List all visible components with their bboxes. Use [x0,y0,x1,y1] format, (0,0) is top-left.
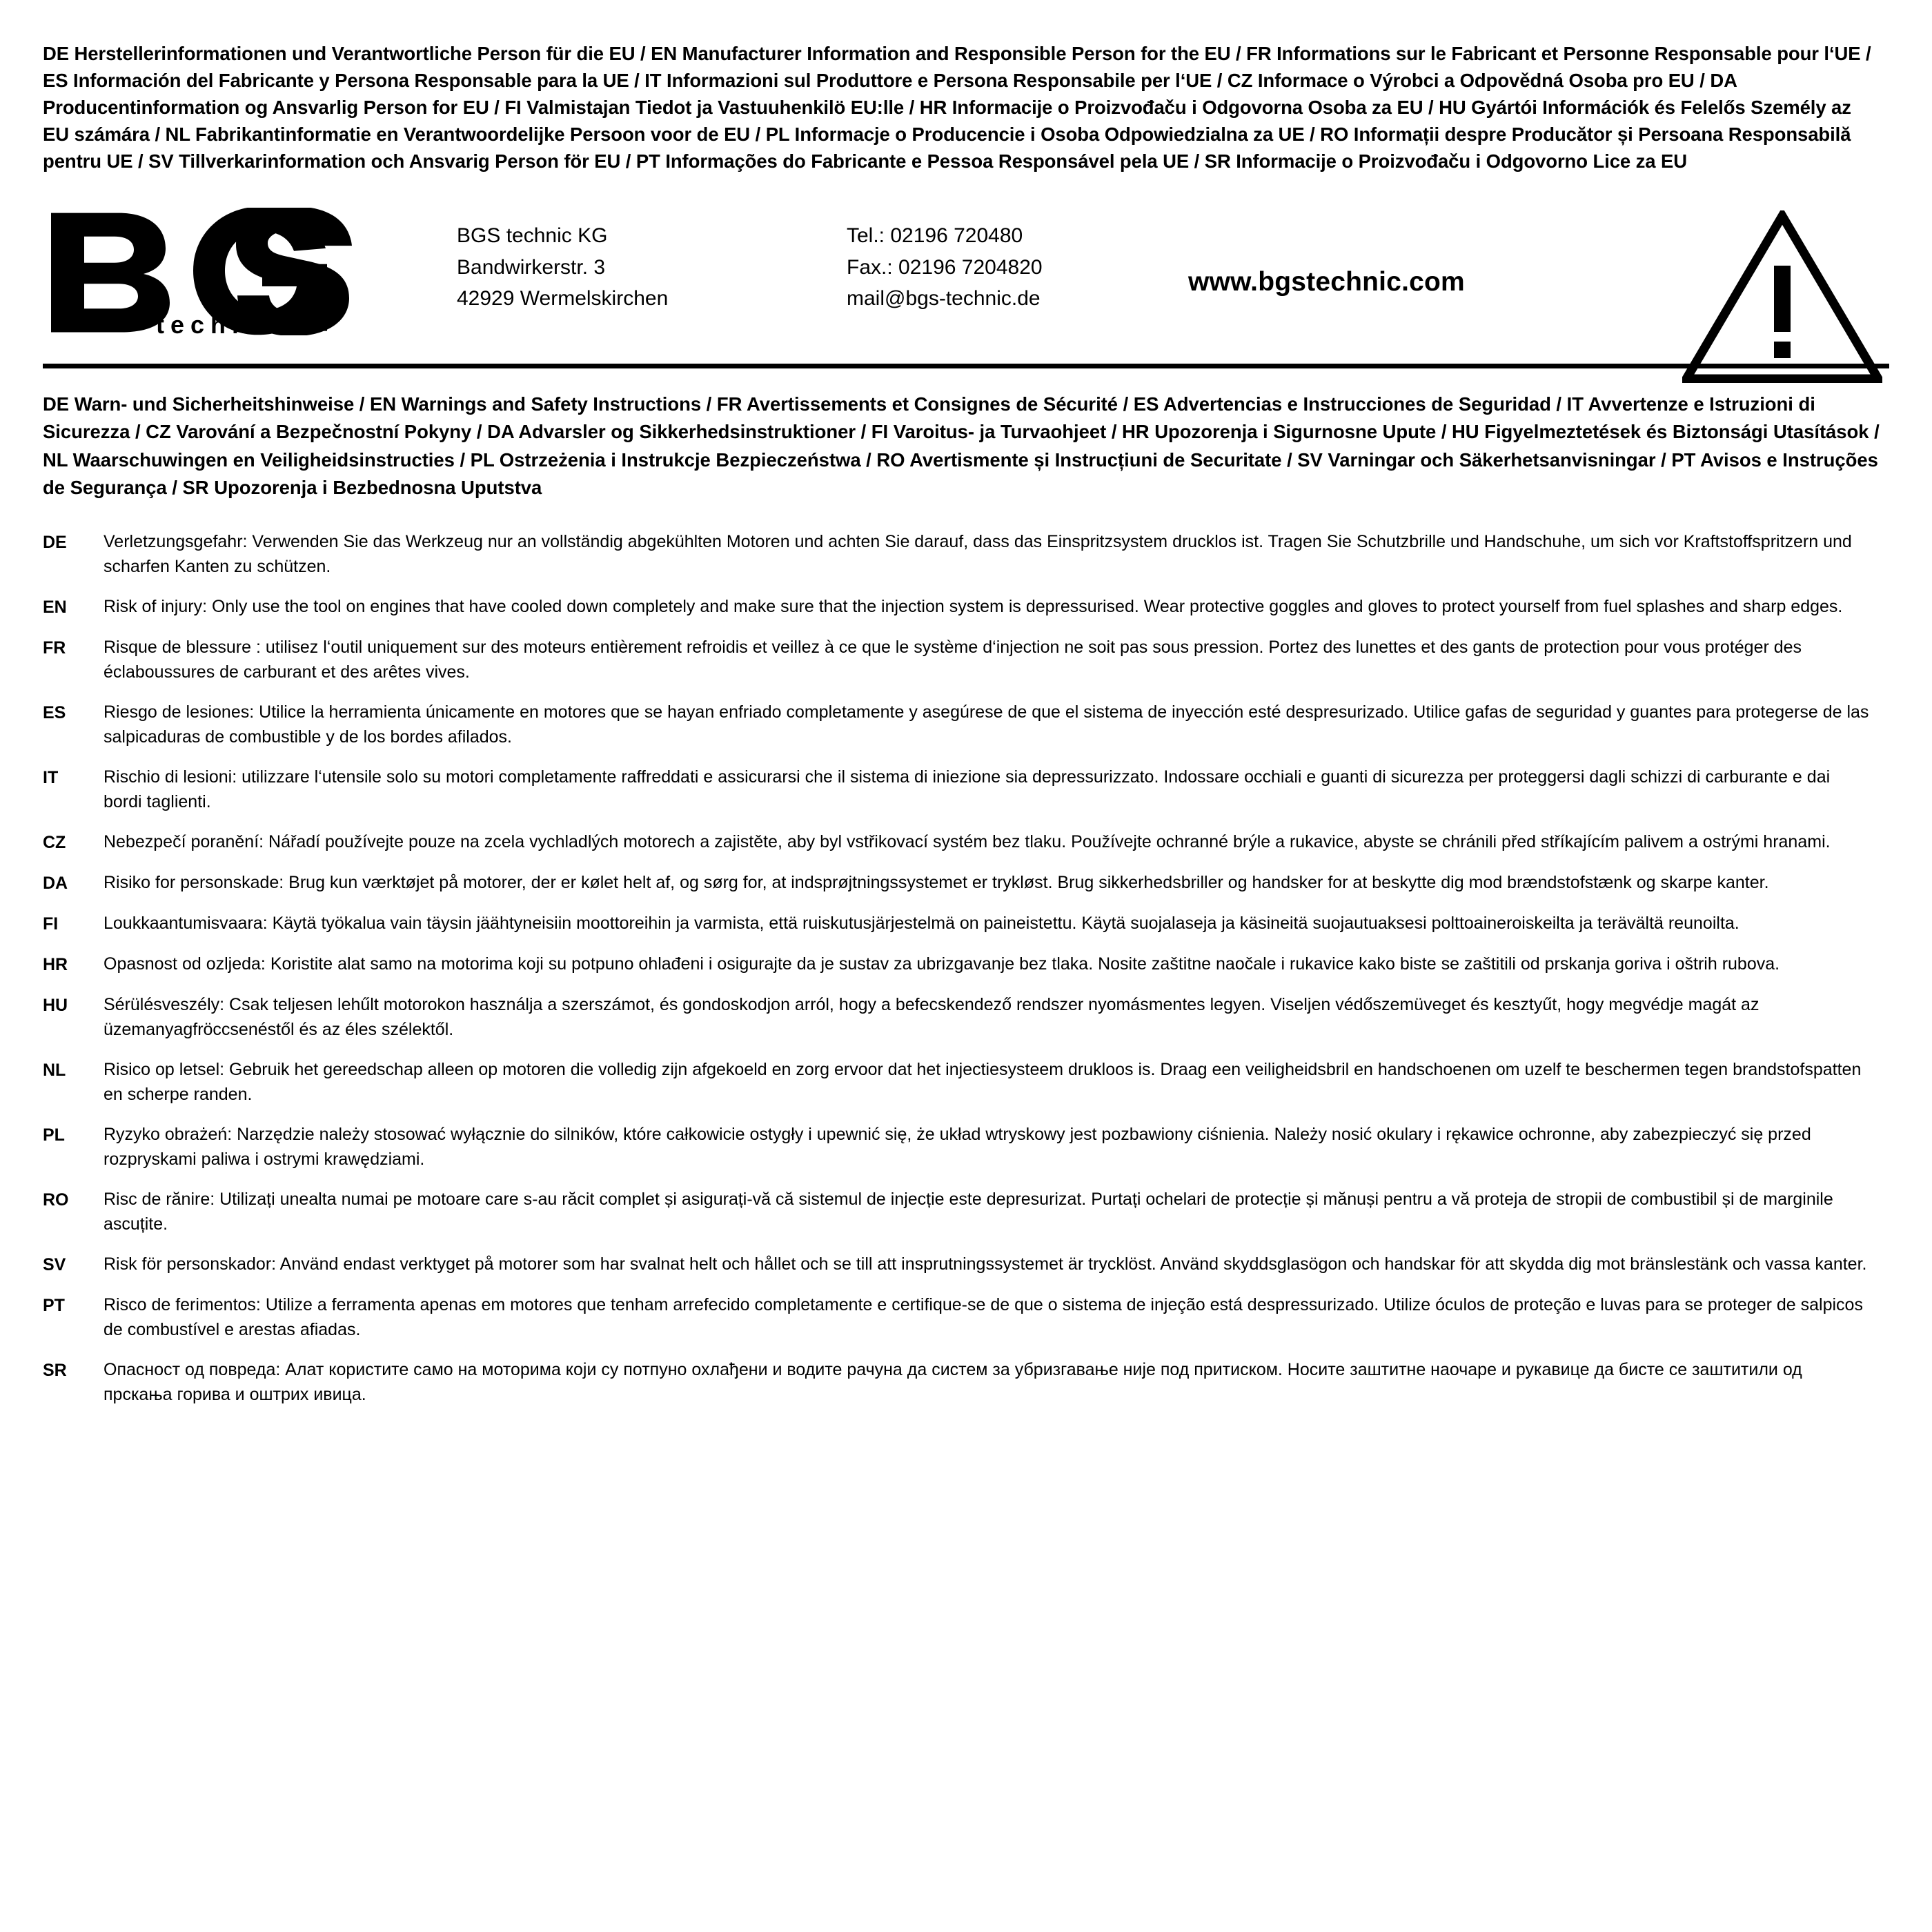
language-code: SR [43,1360,67,1380]
warning-text: Opasnost od ozljeda: Koristite alat samo na motorima koji su potpuno ohlađeni i osigurajte da je sustav za ubrizgavanje bez tlaka. Nosite zaštitne naočale i rukavice kako biste se zaštitili od prskanja goriva i oštrih rubova. [103,954,1780,974]
list-item [43,1122,1889,1172]
language-code: DE [43,532,67,552]
warning-text: Loukkaantumisvaara: Käytä työkalua vain täysin jäähtyneisiin moottoreihin ja varmista, että ruiskutusjärjestelmä on paineistettu. Käytä suojalaseja ja käsineitä suojautuaksesi polttoaineroiskeilta ja terävältä reunoilta. [103,913,1739,933]
manufacturer-info-heading: DE Herstellerinformationen und Verantwortliche Person für die EU / EN Manufacturer Information and Responsible Person for the EU / FR Informations sur le Fabricant et Personne Responsable pour l‘UE / ES Información del Fabricante y Persona Responsable para la UE / IT Informazioni sul Produttore e Persona Responsabile per l‘UE / CZ Informace o Výrobci a Odpovědná Osoba pro EU / DA Producentinformation og Ansvarlig Person for EU / FI Valmistajan Tiedot ja Vastuuhenkilö EU:lle / HR Informacije o Proizvođaču i Odgovorna Osoba za EU / HU Gyártói Információk és Felelős Személy az EU számára / NL Fabrikantinformatie en Verantwoordelijke Persoon voor de EU / PL Informacje o Producencie i Osoba Odpowiedzialna za UE / RO Informații despre Producător și Persoana Responsabilă pentru UE / SV Tillverkarinformation och Ansvarig Person för EU / PT Informações do Fabricante e Pessoa Responsável pela UE / SR Informacije o Proizvođaču i Odgovorno Lice za EU [43,43,1871,172]
language-code: DA [43,873,68,893]
list-item [43,529,1889,579]
language-code: HR [43,954,68,974]
list-item [43,594,1889,620]
list-item [43,1357,1889,1407]
list-item [43,1057,1889,1107]
warning-text: Nebezpečí poranění: Nářadí používejte pouze na zcela vychladlých motorech a zajistěte, aby byl vstřikovací systém bez tlaku. Používejte ochranné brýle a rukavice, abyste se chránili před stříkajícím palivem a ostrými hranami. [103,831,1831,851]
company-fax: Fax.: 02196 7204820 [847,255,1043,279]
language-code: RO [43,1190,69,1210]
company-contact [847,220,1043,315]
language-code: PT [43,1295,65,1315]
warning-text: Risk of injury: Only use the tool on engines that have cooled down completely and make sure that the injection system is depressurised. Wear protective goggles and gloves to protect yourself from fuel splashes and sharp edges. [103,596,1843,616]
company-address [457,220,668,315]
company-email: mail@bgs-technic.de [847,287,1041,310]
warning-text: Risico op letsel: Gebruik het gereedschap alleen op motoren die volledig zijn afgekoeld en zorg ervoor dat het injectiesysteem drukloos is. Draag een veiligheidsbril en handschoenen om uzelf te beschermen tegen brandstofspatten en scherpe randen. [103,1059,1862,1104]
warnings-list [43,529,1889,1407]
language-code: PL [43,1125,65,1145]
warning-text: Risque de blessure : utilisez l‘outil uniquement sur des moteurs entièrement refroidis et veillez à ce que le système d‘injection ne soit pas sous pression. Portez des lunettes et des gants de protection pour vous protéger des éclaboussures de carburant et des arêtes vives. [103,637,1802,682]
warning-text: Ryzyko obrażeń: Narzędzie należy stosować wyłącznie do silników, które całkowicie ostygły i upewnić się, że układ wtryskowy jest pozbawiony ciśnienia. Należy nosić okulary i rękawice ochronne, aby zabezpieczyć się przed rozpryskami paliwa i ostrymi krawędziami. [103,1124,1811,1169]
logo-subtext: technic [156,310,287,336]
warning-triangle-svg [1682,210,1882,383]
list-item [43,1292,1889,1342]
list-item [43,700,1889,749]
company-tel: Tel.: 02196 720480 [847,224,1023,248]
list-item [43,870,1889,896]
warning-triangle-icon [1682,210,1882,386]
warning-text: Verletzungsgefahr: Verwenden Sie das Werkzeug nur an vollständig abgekühlten Motoren und achten Sie darauf, dass das Einspritzsystem drucklos ist. Tragen Sie Schutzbrille und Handschuhe, um sich vor Kraftstoffspritzern und scharfen Kanten zu schützen. [103,531,1852,576]
company-name: BGS technic KG [457,224,608,248]
warning-text: Risco de ferimentos: Utilize a ferramenta apenas em motores que tenham arrefecido completamente e certifique-se de que o sistema de injeção está despressurizado. Utilize óculos de proteção e luvas para se proteger de salpicos de combustível e arestas afiadas. [103,1294,1863,1339]
language-code: EN [43,597,67,617]
language-code: NL [43,1060,66,1080]
list-item [43,635,1889,684]
warning-text: Riesgo de lesiones: Utilice la herramienta únicamente en motores que se hayan enfriado completamente y asegúrese de que el sistema de inyección esté despresurizado. Utilice gafas de seguridad y guantes para protegerse de las salpicaduras de combustible y de los bordes afilados. [103,702,1869,747]
language-code: IT [43,767,59,787]
manufacturer-band [43,191,1889,368]
list-item [43,911,1889,936]
list-item [43,1252,1889,1277]
company-website: www.bgstechnic.com [1188,267,1465,297]
warning-text: Risc de rănire: Utilizați unealta numai pe motoare care s-au răcit complet și asigurați-vă că sistemul de injecție este depresurizat. Purtați ochelari de protecție și mănuși pentru a vă proteja de stropii de combustibil și de marginile ascuțite. [103,1189,1833,1234]
company-city: 42929 Wermelskirchen [457,287,669,310]
warnings-safety-heading: DE Warn- und Sicherheitshinweise / EN Warnings and Safety Instructions / FR Avertissements et Consignes de Sécurité / ES Advertencias e Instrucciones de Seguridad / IT Avvertenze e Istruzioni di Sicurezza / CZ Varování a Bezpečnostní Pokyny / DA Advarsler og Sikkerhedsinstruktioner / FI Varoitus- ja Turvaohjeet / HR Upozorenja i Sigurnosne Upute / HU Figyelmeztetések és Biztonsági Utasítások / NL Waarschuwingen en Veiligheidsinstructies / PL Ostrzeżenia i Instrukcje Bezpieczeństwa / RO Avertismente și Instrucțiuni de Securitate / SV Varningar och Säkerhetsanvisningar / PT Avisos e Instruções de Segurança / SR Upozorenja i Bezbednosna Uputstva [43,393,1880,498]
warning-text: Rischio di lesioni: utilizzare l‘utensile solo su motori completamente raffreddati e assicurarsi che il sistema di iniezione sia depressurizzato. Indossare occhiali e guanti di sicurezza per proteggersi dagli schizzi di carburante e dai bordi taglienti. [103,767,1831,811]
language-code: ES [43,702,66,722]
bgs-logo-svg [47,208,371,335]
registered-trademark: ® [315,214,335,245]
list-item [43,992,1889,1042]
list-item [43,1187,1889,1236]
language-code: HU [43,995,68,1015]
language-code: FR [43,638,66,658]
warning-text: Risiko for personskade: Brug kun værktøjet på motorer, der er kølet helt af, og sørg for, at indsprøjtningssystemet er trykløst. Brug sikkerhedsbriller og handsker for at beskytte dig mod brændstofstænk og skarpe kanter. [103,872,1769,892]
language-code: CZ [43,832,66,852]
warning-text: Risk för personskador: Använd endast verktyget på motorer som har svalnat helt och hållet och se till att insprutningssystemet är trycklöst. Använd skyddsglasögon och handskar för att skydda dig mot bränslestänk och vassa kanter. [103,1254,1867,1274]
language-code: FI [43,914,59,934]
bgs-logo [47,208,371,335]
list-item [43,829,1889,855]
list-item [43,765,1889,814]
warning-text: Опасност од повреда: Алат користите само на моторима који су потпуно охлађени и водите рачуна да систем за убризгавање није под притиском. Носите заштитне наочаре и рукавице да бисте се заштитили од прскања горива и оштрих ивица. [103,1359,1802,1404]
list-item [43,952,1889,977]
company-street: Bandwirkerstr. 3 [457,255,606,279]
warning-text: Sérülésveszély: Csak teljesen lehűlt motorokon használja a szerszámot, és gondoskodjon arról, hogy a befecskendező rendszer nyomásmentes legyen. Viseljen védőszemüveget és kesztyűt, hogy megvédje magát az üzemanyagfröccsenéstől és az éles szélektől. [103,994,1759,1039]
language-code: SV [43,1254,66,1274]
